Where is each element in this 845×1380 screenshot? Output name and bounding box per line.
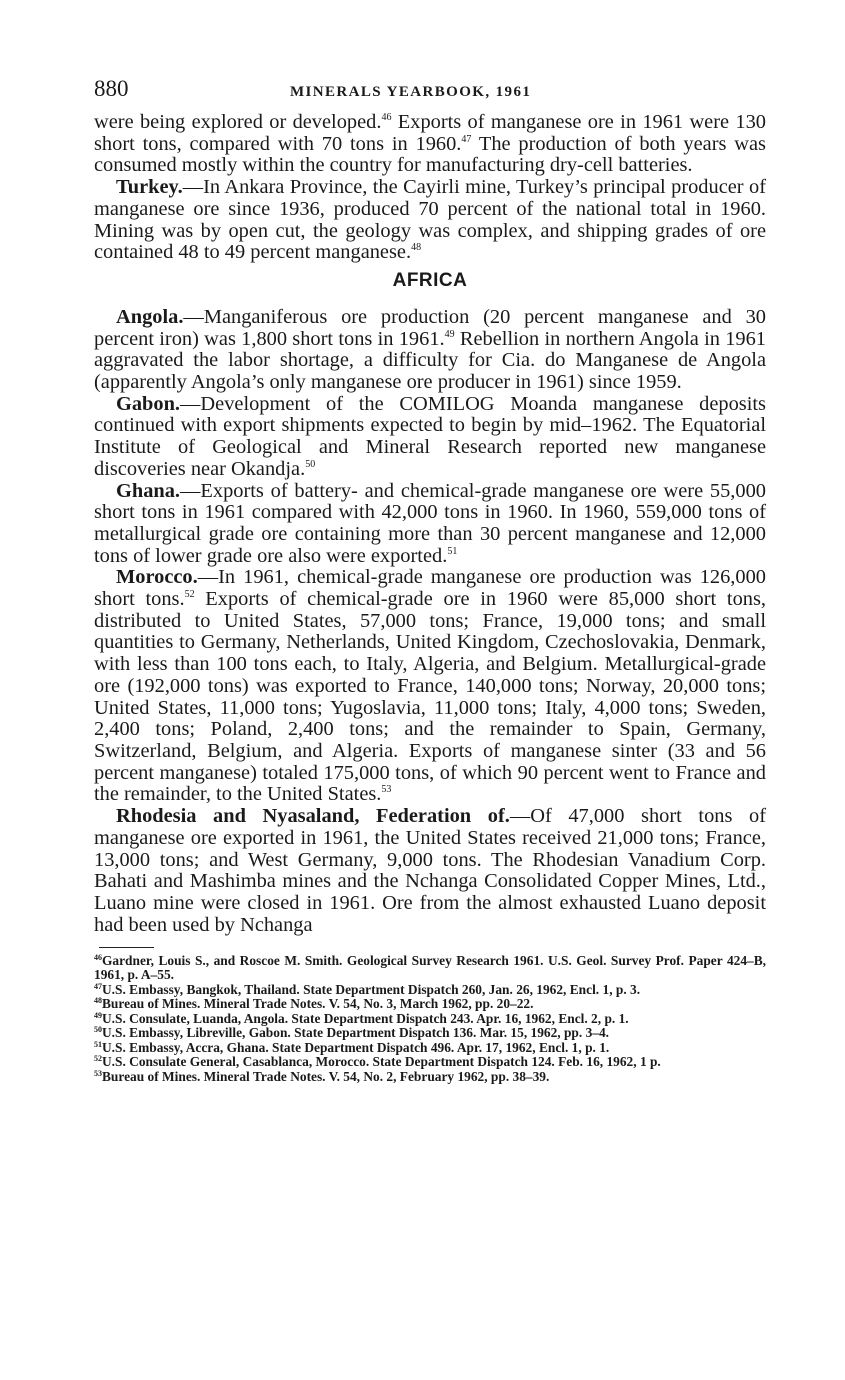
footnote: $^{46}$Gardner, Louis S., and Roscoe M. Smith. Geological Survey Research 1961. U.S. Geol. Survey Prof. Paper 424–B, 1961, p. A–55. (94, 953, 766, 982)
footnote: $^{51}$U.S. Embassy, Accra, Ghana. State Department Dispatch 496. Apr. 17, 1962, Encl. 1, p. 1. (94, 1039, 610, 1055)
page-number: 880 (94, 76, 129, 101)
body-text (94, 112, 766, 936)
paragraph-continuation: were being explored or developed.$^{46}$ Exports of manganese ore in 1961 were 130 short tons, compared with 70 tons in 1960.47 The production of both years was consumed mostly within the country for manufacturing dry-cell batteries. (94, 111, 766, 177)
paragraph-ghana: Ghana.—Exports of battery- and chemical-grade manganese ore were 55,000 short tons in 1961 compared with 42,000 tons in 1960. In 1960, 559,000 tons of metallurgical grade ore containing more than 30 percent manganese and 12,000 tons of lower grade ore also were exported.$^{51}$ (94, 479, 766, 567)
footnote: $^{47}$U.S. Embassy, Bangkok, Thailand. State Department Dispatch 260, Jan. 26, 1962, Encl. 1, p. 3. (94, 981, 641, 997)
footnote-ref: 47 (461, 133, 472, 145)
running-title: MINERALS YEARBOOK, 1961 (290, 84, 532, 100)
footnote: $^{53}$Bureau of Mines. Mineral Trade Notes. V. 54, No. 2, February 1962, pp. 38–39. (94, 1069, 550, 1085)
footnote-divider (99, 947, 154, 948)
paragraph-gabon: Gabon.—Development of the COMILOG Moanda manganese deposits continued with export shipments expected to begin by mid–1962. The Equatorial Institute of Geological and Mineral Research reported new manganese discoveries near Okandja.$^{50}$ (94, 392, 766, 480)
footnote: $^{49}$U.S. Consulate, Luanda, Angola. State Department Dispatch 243. Apr. 16, 1962, Encl. 2, p. 1. (94, 1010, 629, 1026)
footnote-ref: 52 (184, 589, 195, 601)
country-label: Morocco. (116, 566, 198, 589)
footnote: $^{50}$U.S. Embassy, Libreville, Gabon. State Department Dispatch 136. Mar. 15, 1962, pp. 3–4. (94, 1025, 610, 1041)
country-label: Rhodesia and Nyasaland, Federation of. (116, 805, 510, 828)
country-label: Gabon. (116, 392, 181, 415)
footnote-ref: 50 (305, 458, 316, 470)
paragraph-turkey: Turkey.—In Ankara Province, the Cayirli mine, Turkey’s principal producer of manganese ore since 1936, produced 70 percent of the national total in 1960. Mining was by open cut, the geology was complex, and shipping grades of ore contained 48 to 49 percent manganese.$^{48}$ (94, 176, 766, 264)
footnotes (94, 954, 766, 1083)
footnote: $^{48}$Bureau of Mines. Mineral Trade Notes. V. 54, No. 3, March 1962, pp. 20–22. (94, 996, 534, 1012)
footnote-ref: 48 (411, 242, 422, 254)
country-label: Angola. (116, 305, 184, 328)
country-label: Turkey. (116, 176, 183, 199)
footnote-ref: 49 (444, 328, 455, 340)
paragraph-rhodesia: Rhodesia and Nyasaland, Federation of.—Of 47,000 short tons of manganese ore exported in 1961, the United States received 21,000 tons; France, 13,000 tons; and West Germany, 9,000 tons. The Rhodesian Vanadium Corp. Bahati and Mashimba mines and the Nchanga Consolidated Copper Mines, Ltd., Luano mine were closed in 1961. Ore from the almost exhausted Luano deposit had been used by Nchanga (94, 805, 766, 936)
country-label: Ghana. (116, 479, 181, 502)
footnote: $^{52}$U.S. Consulate General, Casablanca, Morocco. State Department Dispatch 124. Feb. 16, 1962, 1 p. (94, 1054, 661, 1070)
paragraph-morocco: Morocco.—In 1961, chemical-grade manganese ore production was 126,000 short tons.$^{52}$ Exports of chemical-grade ore in 1960 were 85,000 short tons, distributed to United States, 57,000 tons; France, 19,000 tons; and small quantities to Germany, Netherlands, United Kingdom, Czechoslovakia, Denmark, with less than 100 tons each, to Italy, Algeria, and Belgium. Metallurgical-grade ore (192,000 tons) was exported to France, 140,000 tons; Norway, 20,000 tons; United States, 11,000 tons; Yugoslavia, 11,000 tons; Italy, 4,000 tons; Sweden, 2,400 tons; Poland, 2,400 tons; and the remainder to Spain, Germany, Switzerland, Belgium, and Algeria. Exports of manganese sinter (33 and 56 percent manganese) totaled 175,000 tons, of which 90 percent went to France and the remainder, to the United States.$^{53}$ (94, 566, 767, 806)
footnote-ref: 46 (381, 112, 392, 123)
section-heading: AFRICA (392, 269, 468, 291)
page-header (94, 76, 766, 112)
document-page (94, 76, 766, 1085)
footnote-ref: 51 (447, 545, 458, 557)
paragraph-angola: Angola.—Manganiferous ore production (20 percent manganese and 30 percent iron) was 1,800 short tons in 1961.49 Rebellion in northern Angola in 1961 aggravated the labor shortage, a difficulty for Cia. do Manganese de Angola (apparently Angola’s only manganese ore producer in 1961) since 1959. (94, 305, 766, 394)
footnote-ref: 53 (381, 784, 392, 796)
